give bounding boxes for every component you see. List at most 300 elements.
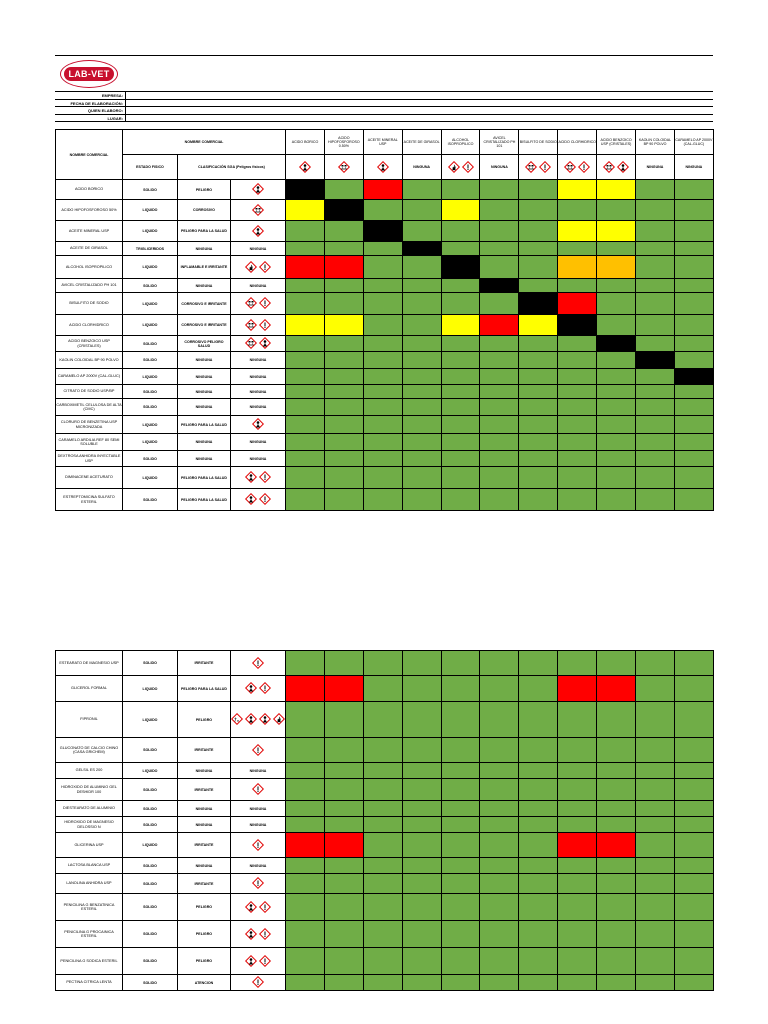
- product-name: ACEITE MINERAL USP: [56, 221, 123, 242]
- compatibility-cell: [441, 801, 480, 817]
- clasificacion-text: PELIGRO PARA LA SALUD: [178, 489, 231, 511]
- compatibility-cell: [402, 651, 441, 676]
- health-pictogram-icon: [299, 161, 311, 173]
- table-row: [56, 467, 714, 489]
- compatibility-cell: [324, 738, 363, 763]
- compatibility-cell: [636, 434, 675, 451]
- compatibility-cell: [441, 434, 480, 451]
- compatibility-cell: [286, 921, 325, 948]
- compatibility-cell: [597, 336, 636, 352]
- compatibility-cell: [674, 352, 713, 369]
- pictogram-group: [245, 928, 271, 940]
- clasificacion-text: NINGUNA: [178, 399, 231, 416]
- compatibility-cell: [480, 416, 519, 434]
- compatibility-cell: [558, 975, 597, 991]
- compatibility-cell: [597, 221, 636, 242]
- compatibility-cell: [324, 200, 363, 221]
- compatibility-cell: [519, 451, 558, 467]
- matrix-column-pictogram: [441, 155, 480, 180]
- compatibility-cell: [597, 293, 636, 315]
- pictogram-group: [252, 204, 264, 216]
- column-header-nombre-comercial: NOMBRE COMERCIAL: [56, 130, 123, 180]
- compatibility-cell: [519, 948, 558, 975]
- compatibility-cell: [286, 894, 325, 921]
- product-name: CLORURO DE BENZETINA USP MICRONIZADA: [56, 416, 123, 434]
- estado-fisico: SOLIDO: [123, 874, 178, 894]
- compatibility-cell: [674, 921, 713, 948]
- clasificacion-pictogram: NINGUNA: [231, 242, 286, 256]
- compatibility-cell: [441, 763, 480, 779]
- pictogram-group: [252, 418, 264, 430]
- matrix-column-header: ACEITE DE GIRASOL: [402, 130, 441, 155]
- table-row: [56, 385, 714, 399]
- compatibility-cell: [286, 738, 325, 763]
- table-row: [56, 894, 714, 921]
- corrosive-pictogram-icon: [603, 161, 615, 173]
- clasificacion-text: PELIGRO: [178, 894, 231, 921]
- exclaim-pictogram-icon: [462, 161, 474, 173]
- table-row: [56, 242, 714, 256]
- compatibility-cell: [558, 651, 597, 676]
- health-pictogram-icon: [245, 682, 257, 694]
- compatibility-cell: [324, 352, 363, 369]
- estado-fisico: SOLIDO: [123, 921, 178, 948]
- compatibility-cell: [402, 315, 441, 336]
- clasificacion-pictogram: NINGUNA: [231, 434, 286, 451]
- header-field-label: FECHA DE ELABORACIÓN:: [70, 100, 123, 106]
- compatibility-cell: [402, 279, 441, 293]
- estado-fisico: SOLIDO: [123, 399, 178, 416]
- compatibility-cell: [402, 817, 441, 833]
- corrosive-pictogram-icon: [245, 337, 257, 349]
- exclaim-pictogram-icon: [252, 877, 264, 889]
- estado-fisico: LIQUIDO: [123, 221, 178, 242]
- compatibility-cell: [597, 858, 636, 874]
- table-row: [56, 975, 714, 991]
- clasificacion-pictogram: [231, 315, 286, 336]
- table-row: [56, 948, 714, 975]
- compatibility-cell: [286, 200, 325, 221]
- header-field-label: LUGAR:: [107, 115, 123, 121]
- table-row: [56, 352, 714, 369]
- health-pictogram-icon: [259, 337, 271, 349]
- compatibility-cell: [558, 894, 597, 921]
- compatibility-cell: [402, 858, 441, 874]
- compatibility-cell: [558, 874, 597, 894]
- pictogram-group: [245, 682, 271, 694]
- pictogram-group: [377, 161, 389, 173]
- compatibility-cell: [286, 416, 325, 434]
- compatibility-table-1: [55, 129, 714, 511]
- compatibility-cell: [597, 894, 636, 921]
- compatibility-cell: [286, 817, 325, 833]
- product-name: LANOLINA ANHIDRA USP: [56, 874, 123, 894]
- product-name: HIDROXIDO DE ALUMINIO GEL DESHIDR 100: [56, 779, 123, 801]
- compatibility-cell: [519, 315, 558, 336]
- table-row: [56, 489, 714, 511]
- compatibility-cell: [441, 369, 480, 385]
- compatibility-cell: [324, 763, 363, 779]
- compatibility-cell: [519, 489, 558, 511]
- estado-fisico: SOLIDO: [123, 180, 178, 200]
- exclaim-pictogram-icon: [259, 471, 271, 483]
- compatibility-cell: [441, 858, 480, 874]
- matrix-column-pictogram: NINGUNA: [636, 155, 675, 180]
- compatibility-cell: [636, 948, 675, 975]
- compatibility-cell: [441, 894, 480, 921]
- compatibility-cell: [441, 385, 480, 399]
- compatibility-cell: [674, 817, 713, 833]
- compatibility-cell: [363, 279, 402, 293]
- estado-fisico: LIQUIDO: [123, 200, 178, 221]
- pictogram-group: [525, 161, 551, 173]
- compatibility-cell: [636, 399, 675, 416]
- product-name: GLUCONATO DE CALCIO CHINO (CASA GRICHEM): [56, 738, 123, 763]
- compatibility-cell: [558, 256, 597, 279]
- compatibility-cell: [558, 399, 597, 416]
- compatibility-cell: [363, 921, 402, 948]
- clasificacion-pictogram: [231, 467, 286, 489]
- estado-fisico: LIQUIDO: [123, 293, 178, 315]
- compatibility-cell: [674, 489, 713, 511]
- pictogram-group: [245, 901, 271, 913]
- clasificacion-pictogram: NINGUNA: [231, 399, 286, 416]
- pictogram-group: [603, 161, 629, 173]
- product-name: ALCOHOL ISOPROPILICO: [56, 256, 123, 279]
- clasificacion-pictogram: [231, 180, 286, 200]
- compatibility-cell: [402, 416, 441, 434]
- compatibility-cell: [480, 467, 519, 489]
- clasificacion-pictogram: [231, 975, 286, 991]
- compatibility-cell: [636, 352, 675, 369]
- pictogram-group: [245, 261, 271, 273]
- flame-pictogram-icon: [448, 161, 460, 173]
- estado-fisico: SOLIDO: [123, 352, 178, 369]
- compatibility-cell: [402, 385, 441, 399]
- compatibility-cell: [441, 874, 480, 894]
- compatibility-cell: [674, 763, 713, 779]
- compatibility-cell: [441, 451, 480, 467]
- compatibility-cell: [324, 921, 363, 948]
- compatibility-cell: [558, 315, 597, 336]
- column-header-estado-fisico: ESTADO FISICO: [123, 155, 178, 180]
- compatibility-cell: [286, 242, 325, 256]
- compatibility-cell: [597, 817, 636, 833]
- compatibility-cell: [402, 874, 441, 894]
- compatibility-cell: [324, 702, 363, 738]
- compatibility-cell: [597, 352, 636, 369]
- estado-fisico: LIQUIDO: [123, 256, 178, 279]
- pictogram-group: [338, 161, 350, 173]
- clasificacion-pictogram: [231, 200, 286, 221]
- matrix-column-pictogram: [519, 155, 558, 180]
- compatibility-cell: [558, 352, 597, 369]
- compatibility-cell: [480, 256, 519, 279]
- env-pictogram-icon: [231, 713, 243, 725]
- compatibility-cell: [597, 874, 636, 894]
- compatibility-cell: [597, 763, 636, 779]
- exclaim-pictogram-icon: [259, 297, 271, 309]
- compatibility-cell: [636, 858, 675, 874]
- compatibility-cell: [558, 242, 597, 256]
- compatibility-cell: [324, 894, 363, 921]
- compatibility-cell: [441, 200, 480, 221]
- compatibility-cell: [636, 874, 675, 894]
- logo-badge: [60, 60, 118, 88]
- compatibility-cell: [480, 676, 519, 702]
- compatibility-cell: [597, 702, 636, 738]
- matrix-column-header: ACIDO HIPOFOSFOROSO 0.50%: [324, 130, 363, 155]
- health-pictogram-icon: [252, 183, 264, 195]
- clasificacion-pictogram: [231, 738, 286, 763]
- compatibility-cell: [674, 651, 713, 676]
- compatibility-cell: [441, 416, 480, 434]
- clasificacion-text: NINGUNA: [178, 858, 231, 874]
- matrix-column-header: BISULFITO DE SODIO: [519, 130, 558, 155]
- compatibility-cell: [558, 676, 597, 702]
- compatibility-cell: [480, 894, 519, 921]
- lab-vet-logo: [60, 60, 116, 86]
- compatibility-cell: [363, 434, 402, 451]
- compatibility-cell: [558, 817, 597, 833]
- compatibility-cell: [324, 975, 363, 991]
- compatibility-cell: [636, 200, 675, 221]
- compatibility-cell: [674, 676, 713, 702]
- table-row: [56, 416, 714, 434]
- compatibility-cell: [674, 242, 713, 256]
- health-pictogram-icon: [245, 901, 257, 913]
- compatibility-cell: [519, 763, 558, 779]
- compatibility-cell: [441, 180, 480, 200]
- clasificacion-pictogram: NINGUNA: [231, 801, 286, 817]
- compatibility-cell: [636, 369, 675, 385]
- compatibility-cell: [402, 702, 441, 738]
- flame-pictogram-icon: [273, 713, 285, 725]
- matrix-column-header: ACIDO BENZOICO USP (CRISTALES): [597, 130, 636, 155]
- compatibility-cell: [402, 256, 441, 279]
- product-name: CARBOXIMETIL CELULOSA DE ALTA (CMC): [56, 399, 123, 416]
- compatibility-cell: [441, 738, 480, 763]
- compatibility-cell: [519, 279, 558, 293]
- compatibility-cell: [402, 833, 441, 858]
- compatibility-cell: [402, 921, 441, 948]
- compatibility-cell: [324, 336, 363, 352]
- compatibility-cell: [674, 385, 713, 399]
- compatibility-cell: [441, 221, 480, 242]
- compatibility-cell: [674, 256, 713, 279]
- corrosive-pictogram-icon: [252, 204, 264, 216]
- estado-fisico: SOLIDO: [123, 779, 178, 801]
- table-row: [56, 180, 714, 200]
- estado-fisico: SOLIDO: [123, 489, 178, 511]
- exclaim-pictogram-icon: [259, 682, 271, 694]
- compatibility-cell: [402, 293, 441, 315]
- product-name: GLICERINA USP: [56, 833, 123, 858]
- header-field-label: QUIEN ELABORO:: [87, 108, 123, 114]
- compatibility-cell: [519, 874, 558, 894]
- table-row: [56, 200, 714, 221]
- matrix-column-pictogram: [597, 155, 636, 180]
- compatibility-cell: [558, 369, 597, 385]
- table-row: [56, 451, 714, 467]
- compatibility-cell: [674, 315, 713, 336]
- compatibility-cell: [480, 833, 519, 858]
- compatibility-cell: [402, 676, 441, 702]
- compatibility-cell: [363, 180, 402, 200]
- compatibility-cell: [519, 894, 558, 921]
- compatibility-cell: [636, 416, 675, 434]
- compatibility-cell: [674, 948, 713, 975]
- compatibility-cell: [286, 874, 325, 894]
- compatibility-cell: [402, 399, 441, 416]
- compatibility-cell: [324, 817, 363, 833]
- exclaim-pictogram-icon: [259, 261, 271, 273]
- pictogram-group: [245, 337, 271, 349]
- exclaim-pictogram-icon: [252, 657, 264, 669]
- compatibility-cell: [441, 336, 480, 352]
- clasificacion-text: NINGUNA: [178, 279, 231, 293]
- clasificacion-pictogram: [231, 293, 286, 315]
- compatibility-cell: [480, 738, 519, 763]
- estado-fisico: LIQUIDO: [123, 315, 178, 336]
- clasificacion-pictogram: [231, 221, 286, 242]
- compatibility-cell: [519, 921, 558, 948]
- compatibility-cell: [402, 369, 441, 385]
- compatibility-cell: [597, 451, 636, 467]
- compatibility-cell: [519, 779, 558, 801]
- compatibility-cell: [286, 352, 325, 369]
- compatibility-cell: [480, 200, 519, 221]
- header-field-label: EMPRESA:: [101, 93, 123, 98]
- compatibility-cell: [402, 948, 441, 975]
- header-bottom-rule: [55, 121, 713, 122]
- clasificacion-text: NINGUNA: [178, 352, 231, 369]
- matrix-column-header: ACIDO BORICO: [286, 130, 325, 155]
- compatibility-cell: [480, 763, 519, 779]
- compatibility-cell: [519, 651, 558, 676]
- compatibility-cell: [286, 975, 325, 991]
- compatibility-cell: [674, 293, 713, 315]
- table-row: [56, 921, 714, 948]
- product-name: ACIDO CLORHIDRICO: [56, 315, 123, 336]
- compatibility-cell: [286, 180, 325, 200]
- compatibility-cell: [480, 451, 519, 467]
- pictogram-group: [245, 319, 271, 331]
- compatibility-cell: [286, 279, 325, 293]
- compatibility-cell: [286, 336, 325, 352]
- compatibility-cell: [324, 434, 363, 451]
- compatibility-cell: [402, 975, 441, 991]
- compatibility-cell: [636, 336, 675, 352]
- compatibility-cell: [286, 385, 325, 399]
- compatibility-cell: [402, 894, 441, 921]
- compatibility-cell: [480, 385, 519, 399]
- compatibility-cell: [324, 221, 363, 242]
- compatibility-cell: [480, 279, 519, 293]
- compatibility-cell: [636, 676, 675, 702]
- compatibility-cell: [636, 180, 675, 200]
- clasificacion-pictogram: NINGUNA: [231, 763, 286, 779]
- compatibility-cell: [519, 293, 558, 315]
- clasificacion-pictogram: [231, 256, 286, 279]
- logo-text: LAB-VET: [64, 67, 113, 81]
- clasificacion-pictogram: [231, 948, 286, 975]
- estado-fisico: SOLIDO: [123, 279, 178, 293]
- compatibility-cell: [286, 651, 325, 676]
- compatibility-cell: [519, 676, 558, 702]
- compatibility-cell: [324, 451, 363, 467]
- compatibility-cell: [597, 921, 636, 948]
- compatibility-cell: [558, 833, 597, 858]
- exclaim-pictogram-icon: [259, 928, 271, 940]
- compatibility-cell: [558, 489, 597, 511]
- compatibility-cell: [597, 416, 636, 434]
- compatibility-cell: [674, 336, 713, 352]
- compatibility-cell: [558, 779, 597, 801]
- compatibility-cell: [402, 763, 441, 779]
- compatibility-cell: [636, 385, 675, 399]
- compatibility-cell: [441, 921, 480, 948]
- compatibility-cell: [363, 399, 402, 416]
- compatibility-cell: [363, 874, 402, 894]
- compatibility-cell: [402, 801, 441, 817]
- compatibility-cell: [363, 293, 402, 315]
- compatibility-cell: [286, 702, 325, 738]
- product-name: CITRATO DE SODIO USP/BP: [56, 385, 123, 399]
- pictogram-group: [448, 161, 474, 173]
- exclaim-pictogram-icon: [539, 161, 551, 173]
- compatibility-cell: [519, 858, 558, 874]
- compatibility-cell: [363, 738, 402, 763]
- compatibility-cell: [597, 833, 636, 858]
- compatibility-cell: [480, 702, 519, 738]
- estado-fisico: SOLIDO: [123, 894, 178, 921]
- product-name: DEXTROSA ANHIDRA INYECTABLE USP: [56, 451, 123, 467]
- compatibility-cell: [402, 221, 441, 242]
- compatibility-cell: [363, 352, 402, 369]
- compatibility-cell: [324, 315, 363, 336]
- compatibility-cell: [597, 242, 636, 256]
- table-row: [56, 763, 714, 779]
- product-name: ACIDO BORICO: [56, 180, 123, 200]
- health-pictogram-icon: [245, 928, 257, 940]
- clasificacion-text: IRRITANTE: [178, 874, 231, 894]
- table-row: [56, 779, 714, 801]
- compatibility-cell: [480, 975, 519, 991]
- compatibility-cell: [558, 738, 597, 763]
- compatibility-cell: [558, 921, 597, 948]
- flame-pictogram-icon: [245, 261, 257, 273]
- estado-fisico: LIQUIDO: [123, 416, 178, 434]
- clasificacion-pictogram: [231, 416, 286, 434]
- compatibility-cell: [674, 221, 713, 242]
- product-name: LACTOSA BLANCA USP: [56, 858, 123, 874]
- compatibility-cell: [558, 293, 597, 315]
- compatibility-cell: [441, 293, 480, 315]
- pictogram-group: [245, 493, 271, 505]
- compatibility-cell: [286, 256, 325, 279]
- compatibility-cell: [441, 279, 480, 293]
- corrosive-pictogram-icon: [245, 319, 257, 331]
- clasificacion-pictogram: [231, 336, 286, 352]
- compatibility-cell: [597, 399, 636, 416]
- compatibility-cell: [324, 369, 363, 385]
- clasificacion-text: ATENCION: [178, 975, 231, 991]
- table-row: [56, 874, 714, 894]
- compatibility-cell: [674, 858, 713, 874]
- compatibility-cell: [597, 801, 636, 817]
- compatibility-cell: [597, 738, 636, 763]
